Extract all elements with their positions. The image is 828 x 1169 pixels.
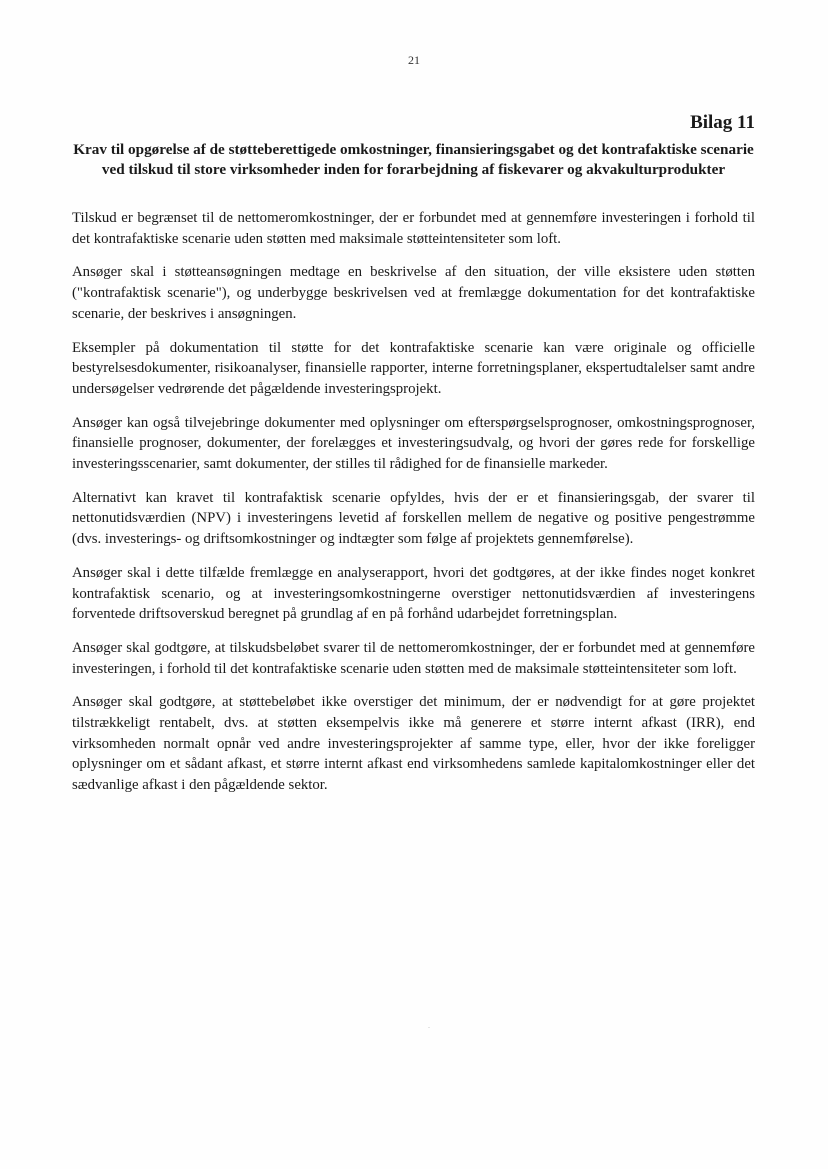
page-number: 21 (408, 53, 420, 67)
paragraph: Ansøger kan også tilvejebringe dokumenter med oplysninger om efterspørgselsprognoser, omkostningsprognoser, finansielle prognoser, dokumenter, der forelægges et investeringsudvalg, og hvori der gøres rede for forskellige investeringsscenarier, samt dokumenter, der stilles til rådighed for de finansielle markeder. (72, 414, 755, 473)
paragraph: Alternativt kan kravet til kontrafaktisk scenarie opfyldes, hvis der er et finansieringsgab, der svarer til nettonutidsværdien (NPV) i investeringens levetid af forskellen mellem de negative og positive pengestrømme (dvs. investerings- og driftsomkostninger og indtægter som følge af projektets gennemførelse). (72, 489, 755, 548)
paragraph: Ansøger skal i støtteansøgningen medtage en beskrivelse af den situation, der ville eksistere uden støtten ("kontrafaktisk scenarie"), og underbygge beskrivelsen ved at fremlægge dokumentation for det kontrafaktiske scenarie, der beskrives i ansøgningen. (72, 264, 755, 322)
paragraph: Ansøger skal i dette tilfælde fremlægge en analyserapport, hvori det godtgøres, at der ikke findes noget konkret kontrafaktisk scenario, og at investeringsomkostningerne overstiger nettonutidsværdien af investeringens forventede driftsoverskud beregnet på grundlag af en på forhånd udarbejdet forretningsplan. (72, 564, 755, 623)
paragraph: Ansøger skal godtgøre, at støttebeløbet ikke overstiger det minimum, der er nødvendigt for at gøre projektet tilstrækkeligt rentabelt, dvs. at støtten eksempelvis ikke må generere et større internt afkast (IRR), end virksomheden normalt opnår ved andre investeringsprojekter af samme type, eller, hvor der ikke foreligger oplysninger om et sådant afkast, et større internt afkast end virksomhedens samlede kapitalomkostninger eller det sædvanlige afkast i den pågældende sektor. (72, 694, 755, 794)
document-body (72, 208, 755, 809)
paragraph: Eksempler på dokumentation til støtte for det kontrafaktiske scenarie kan være originale og officielle bestyrelsesdokumenter, risikoanalyser, finansielle rapporter, interne forretningsplaner, ekspertudtalelser samt andre undersøgelser vedrørende det pågældende investeringsprojekt. (72, 339, 755, 397)
document-heading: Krav til opgørelse af de støtteberettigede omkostninger, finansieringsgabet og det kontrafaktiske scenarie ved tilskud til store virksomheder inden for forarbejdning af fiskevarer og akvakulturprodukter (73, 141, 754, 178)
paragraph: Tilskud er begrænset til de nettomeromkostninger, der er forbundet med at gennemføre investeringen i forhold til det kontrafaktiske scenarie uden støtten med maksimale støtteintensiteter som loft. (72, 210, 755, 247)
scan-speck (428, 1027, 430, 1028)
paragraph: Ansøger skal godtgøre, at tilskudsbeløbet svarer til de nettomeromkostninger, der er forbundet med at gennemføre investeringen, i forhold til det kontrafaktiske scenarie uden støtten med de maksimale støtteintensiteter som loft. (72, 639, 755, 677)
appendix-label: Bilag 11 (690, 112, 755, 133)
